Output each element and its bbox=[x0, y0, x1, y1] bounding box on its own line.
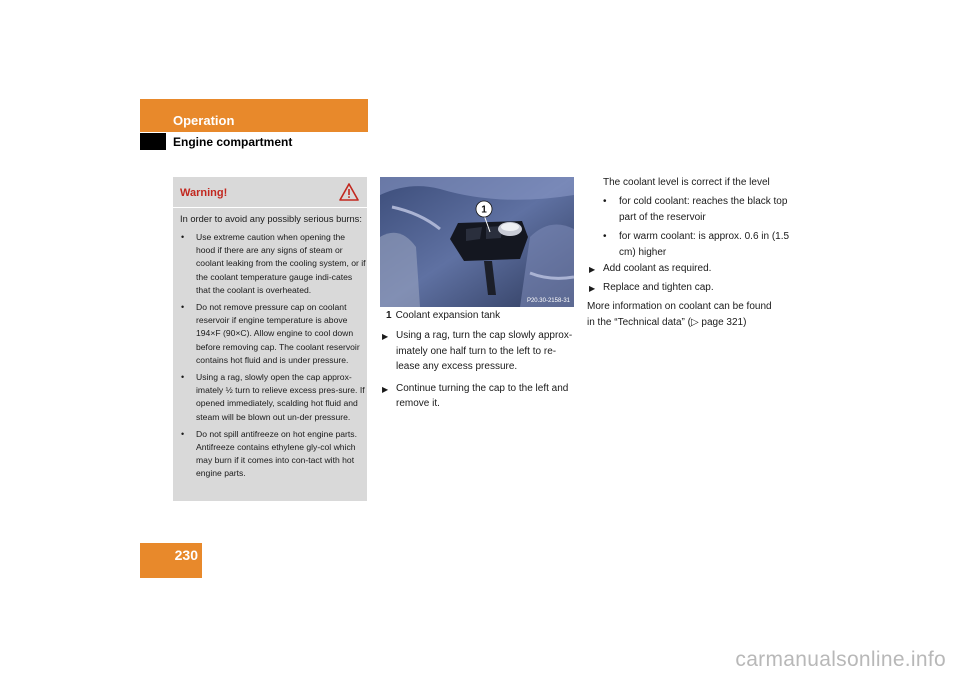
warning-triangle-icon bbox=[339, 183, 359, 201]
level-bullet: • for warm coolant: is approx. 0.6 in (1.5 cm) higher bbox=[603, 229, 791, 260]
section-title: Operation bbox=[173, 113, 235, 128]
procedure-step: ▶ Replace and tighten cap. bbox=[589, 280, 789, 296]
warning-item: • Do not spill antifreeze on hot engine parts. Antifreeze contains ethylene gly-col which may burn if it comes into con-tact with hot engine parts. bbox=[180, 428, 366, 481]
procedure-step: ▶ Using a rag, turn the cap slowly approx-imately one half turn to the left to re-lease any excess pressure. bbox=[382, 328, 578, 375]
figure-caption bbox=[386, 310, 576, 321]
watermark-text: carmanualsonline.info bbox=[735, 648, 946, 671]
warning-item: • Use extreme caution when opening the hood if there are any signs of steam or coolant leaking from the cooling system, or if the coolant temperature gauge indi-cates that the coolant is overheated. bbox=[180, 231, 366, 297]
level-bullet: • for cold coolant: reaches the black top part of the reservoir bbox=[603, 194, 791, 225]
subsection-title: Engine compartment bbox=[173, 135, 293, 149]
header-marker bbox=[140, 133, 166, 150]
warning-item: • Do not remove pressure cap on coolant reservoir if engine temperature is above 194×F (90×C). Allow engine to cool down before removing cap. The coolant reservoir contains hot fluid and is under pressure. bbox=[180, 301, 366, 367]
warning-box bbox=[173, 177, 367, 501]
more-info-text: More information on coolant can be found in the “Technical data” (▷ page 321) bbox=[587, 301, 772, 328]
warning-item: • Using a rag, slowly open the cap approx-imately ½ turn to relieve excess pres-sure. If opened immediately, scalding hot fluid and steam will be blown out un-der pressure. bbox=[180, 371, 366, 424]
procedure-steps bbox=[382, 328, 578, 418]
callout-number: 1 bbox=[481, 204, 487, 216]
warning-intro: In order to avoid any possibly serious burns: bbox=[180, 214, 362, 224]
procedure-step: ▶ Continue turning the cap to the left and remove it. bbox=[382, 381, 578, 412]
warning-list bbox=[180, 231, 366, 485]
coolant-tank-photo bbox=[380, 177, 574, 307]
level-intro: The coolant level is correct if the level bbox=[603, 177, 770, 188]
warning-divider bbox=[173, 207, 367, 208]
caption-text: Coolant expansion tank bbox=[395, 310, 501, 321]
image-code: P20.30-2158-31 bbox=[526, 298, 570, 304]
procedure-step: ▶ Add coolant as required. bbox=[589, 261, 789, 277]
caption-number: 1 bbox=[386, 310, 392, 321]
page-number: 230 bbox=[174, 547, 198, 563]
warning-title: Warning! bbox=[180, 187, 228, 199]
